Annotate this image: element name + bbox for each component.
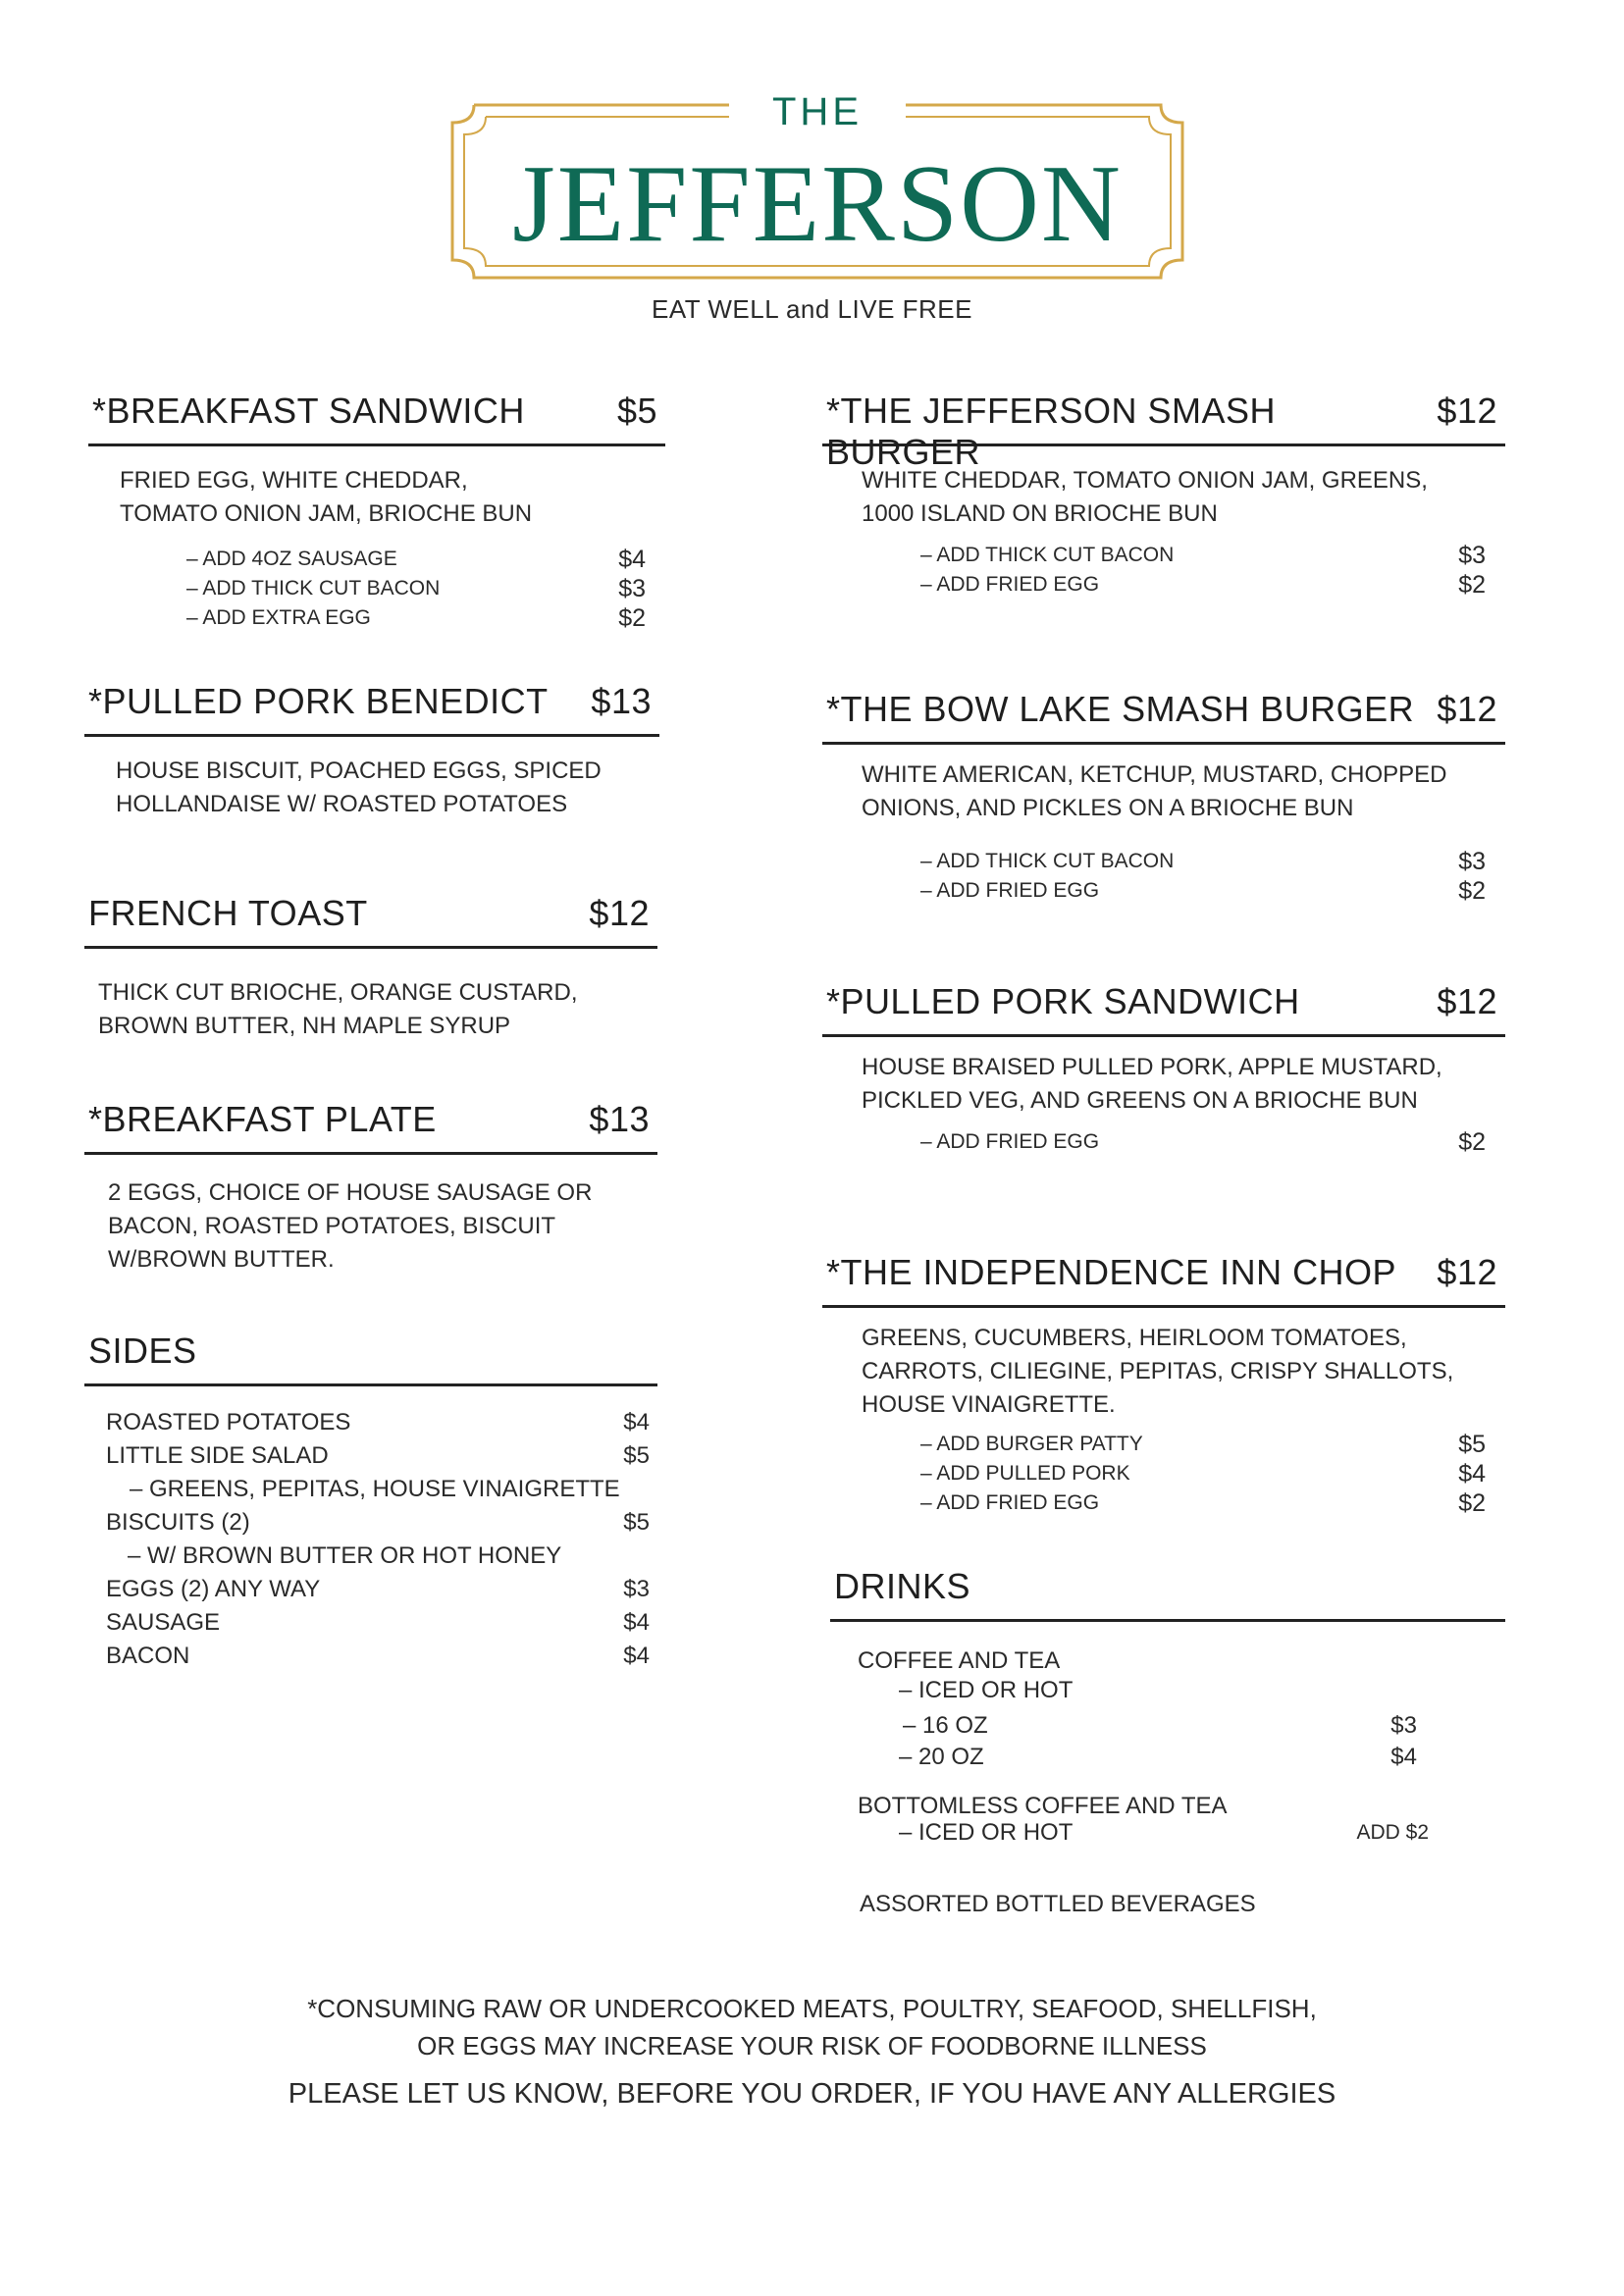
menu-item-jefferson-smash-burger [822,391,1505,600]
drink-size-row: – 20 OZ $4 [899,1744,1417,1770]
item-desc: 1000 ISLAND ON BRIOCHE BUN [862,500,1218,527]
section-title: SIDES [88,1331,197,1371]
drink-size-row: – 16 OZ $3 [903,1712,1417,1739]
divider [830,1619,1505,1622]
item-desc: WHITE CHEDDAR, TOMATO ONION JAM, GREENS, [862,467,1428,494]
item-price: $12 [1437,689,1497,729]
drink-bottomless-row: – ICED OR HOT ADD $2 [899,1819,1429,1846]
addon-row: – ADD THICK CUT BACON $3 [920,542,1486,569]
tagline: EAT WELL and LIVE FREE [652,294,972,324]
addon-row: – ADD EXTRA EGG $2 [186,604,646,632]
item-desc: THICK CUT BRIOCHE, ORANGE CUSTARD, [98,979,578,1006]
side-sub: – GREENS, PEPITAS, HOUSE VINAIGRETTE [130,1476,620,1502]
divider [822,1305,1505,1308]
item-name: *BREAKFAST SANDWICH [92,391,525,431]
side-row: LITTLE SIDE SALAD $5 [106,1442,650,1469]
addon-row: – ADD 4OZ SAUSAGE $4 [186,546,646,573]
divider [84,1383,657,1386]
section-drinks [830,1566,1505,1920]
divider [84,1152,657,1155]
item-name: *PULLED PORK BENEDICT [88,681,549,721]
item-price: $12 [1437,1252,1497,1292]
addon-row: – ADD FRIED EGG $2 [920,1489,1486,1517]
item-desc: FRIED EGG, WHITE CHEDDAR, [120,467,468,494]
drink-bottled: ASSORTED BOTTLED BEVERAGES [860,1891,1256,1917]
menu-item-pulled-pork-sandwich [822,981,1505,1157]
divider [822,1034,1505,1037]
restaurant-logo [445,93,1190,289]
item-desc: HOUSE VINAIGRETTE. [862,1391,1116,1418]
menu-item-bow-lake-smash-burger [822,689,1505,906]
divider [84,946,657,949]
side-row: BACON $4 [106,1643,650,1669]
addon-row: – ADD FRIED EGG $2 [920,571,1486,599]
drink-bottomless: BOTTOMLESS COFFEE AND TEA [858,1793,1228,1819]
divider [84,734,659,737]
menu-item-french-toast [84,893,657,1043]
item-price: $13 [589,1099,650,1139]
menu-item-breakfast-plate [84,1099,657,1277]
item-name: *BREAKFAST PLATE [88,1099,437,1139]
section-title: DRINKS [834,1566,971,1606]
item-desc: GREENS, CUCUMBERS, HEIRLOOM TOMATOES, [862,1325,1407,1351]
item-desc: BROWN BUTTER, NH MAPLE SYRUP [98,1013,511,1039]
logo-jefferson: JEFFERSON [512,143,1123,265]
side-sub: – W/ BROWN BUTTER OR HOT HONEY [128,1542,562,1569]
item-desc: PICKLED VEG, AND GREENS ON A BRIOCHE BUN [862,1087,1418,1114]
item-desc: TOMATO ONION JAM, BRIOCHE BUN [120,500,533,527]
logo-the: THE [772,93,863,133]
side-row: EGGS (2) ANY WAY $3 [106,1576,650,1602]
menu-item-pulled-pork-benedict [84,681,659,821]
menu-item-breakfast-sandwich [88,391,665,633]
item-name: *THE INDEPENDENCE INN CHOP [826,1252,1397,1292]
menu-item-independence-inn-chop [822,1252,1505,1518]
addon-row: – ADD BURGER PATTY $5 [920,1431,1486,1458]
item-desc: HOUSE BRAISED PULLED PORK, APPLE MUSTARD, [862,1054,1442,1080]
drink-sub: – ICED OR HOT [899,1677,1074,1703]
allergy-notice: PLEASE LET US KNOW, BEFORE YOU ORDER, IF YOU HAVE ANY ALLERGIES [288,2078,1336,2110]
addon-row: – ADD FRIED EGG $2 [920,1128,1486,1156]
addon-row: – ADD PULLED PORK $4 [920,1460,1486,1487]
section-sides [84,1331,657,1673]
item-price: $13 [591,681,652,721]
item-desc: ONIONS, AND PICKLES ON A BRIOCHE BUN [862,795,1354,821]
item-desc: 2 EGGS, CHOICE OF HOUSE SAUSAGE OR [108,1179,593,1206]
item-name: FRENCH TOAST [88,893,368,933]
divider [822,742,1505,745]
item-name: *THE JEFFERSON SMASH BURGER [826,391,1277,472]
item-desc: WHITE AMERICAN, KETCHUP, MUSTARD, CHOPPED [862,761,1447,788]
item-desc: HOLLANDAISE W/ ROASTED POTATOES [116,791,568,817]
drink-coffee: COFFEE AND TEA [858,1647,1061,1674]
item-name: *PULLED PORK SANDWICH [826,981,1300,1021]
side-row: BISCUITS (2) $5 [106,1509,650,1536]
divider [88,444,665,446]
addon-row: – ADD FRIED EGG $2 [920,877,1486,905]
addon-row: – ADD THICK CUT BACON $3 [186,575,646,602]
addon-row: – ADD THICK CUT BACON $3 [920,848,1486,875]
item-price: $12 [589,893,650,933]
side-row: ROASTED POTATOES $4 [106,1409,650,1435]
item-desc: CARROTS, CILIEGINE, PEPITAS, CRISPY SHALLOTS, [862,1358,1454,1384]
item-price: $12 [1437,981,1497,1021]
item-desc: W/BROWN BUTTER. [108,1246,335,1273]
item-desc: BACON, ROASTED POTATOES, BISCUIT [108,1213,556,1239]
item-desc: HOUSE BISCUIT, POACHED EGGS, SPICED [116,757,602,784]
raw-food-warning: *CONSUMING RAW OR UNDERCOOKED MEATS, POULTRY, SEAFOOD, SHELLFISH, OR EGGS MAY INCREASE YOUR RISK OF FOODBORNE ILLNESS [307,1994,1317,2061]
item-price: $12 [1437,391,1497,431]
item-price: $5 [616,391,657,431]
side-row: SAUSAGE $4 [106,1609,650,1636]
item-name: *THE BOW LAKE SMASH BURGER [826,689,1415,729]
